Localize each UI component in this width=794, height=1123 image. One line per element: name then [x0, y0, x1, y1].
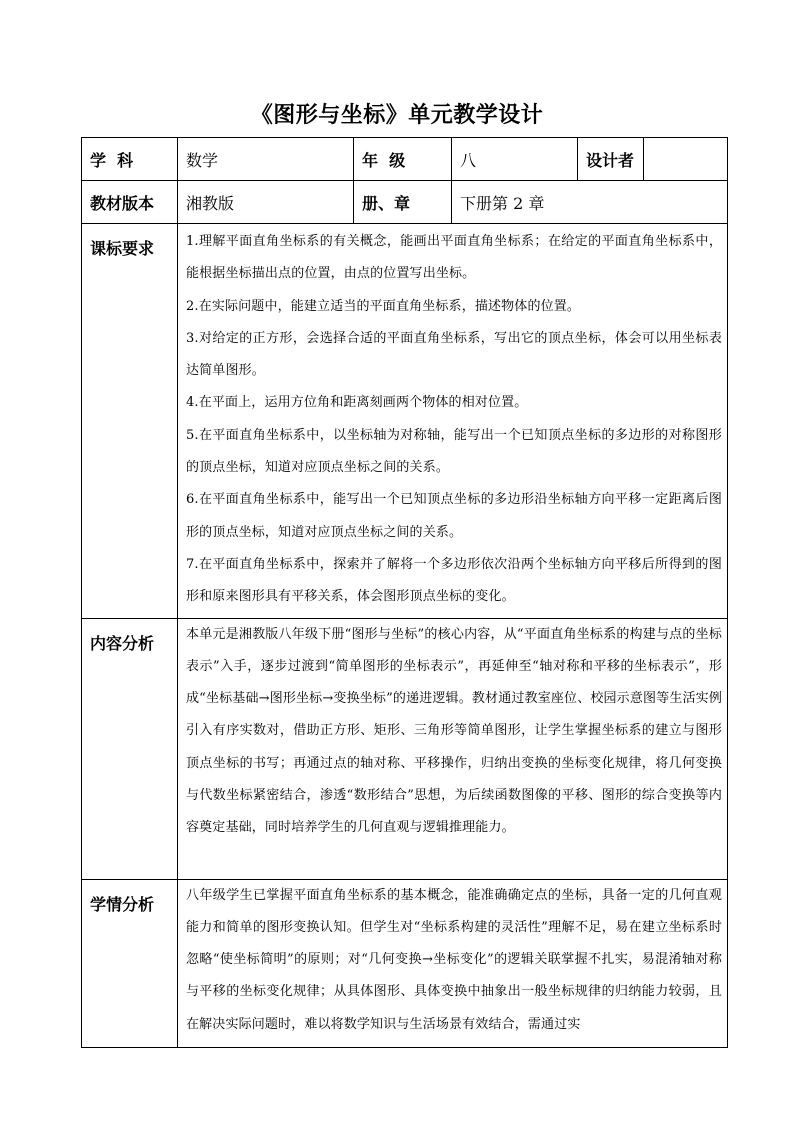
curriculum-requirements-row: [82, 224, 728, 619]
unit-design-table: [81, 137, 728, 1048]
curriculum-requirements-label: 课标要求: [82, 224, 178, 619]
designer-label: 设计者: [578, 138, 644, 181]
textbook-value: 湘教版: [178, 181, 354, 224]
grade-label: 年 级: [354, 138, 452, 181]
content-analysis-row: [82, 618, 728, 879]
grade-value: 八: [452, 138, 578, 181]
subject-label: 学 科: [82, 138, 178, 181]
requirement-item: 4.在平面上，运用方位角和距离刻画两个物体的相对位置。: [186, 395, 528, 411]
page-title: 《图形与坐标》单元教学设计: [250, 103, 544, 128]
learner-analysis-label: 学情分析: [82, 879, 178, 1047]
content-analysis-label: 内容分析: [82, 618, 178, 879]
learner-analysis-content: [178, 879, 728, 1047]
designer-value: [644, 138, 728, 181]
content-analysis-content: [178, 618, 728, 879]
curriculum-requirements-content: [178, 224, 728, 619]
requirement-item: 7.在平面直角坐标系中，探索并了解将一个多边形依次沿两个坐标轴方向平移后所得到的图形和原来图形具有平移关系，体会图形顶点坐标的变化。: [186, 556, 722, 605]
requirement-item: 2.在实际问题中，能建立适当的平面直角坐标系，描述物体的位置。: [186, 298, 581, 314]
learner-analysis-row: [82, 879, 728, 1047]
learner-analysis-text: 八年级学生已掌握平面直角坐标系的基本概念，能准确确定点的坐标，具备一定的几何直观能力和简单的图形变换认知。但学生对“坐标系构建的灵活性”理解不足，易在建立坐标系时忽略“使坐标简明”的原则；对“几何变换→坐标变化”的逻辑关联掌握不扎实，易混淆轴对称与平移的坐标变化规律；从具体图形、具体变换中抽象出一般坐标规律的归纳能力较弱，且在解决实际问题时，难以将数学知识与生活场景有效结合，需通过实: [186, 887, 722, 1032]
version-row: [82, 181, 728, 224]
textbook-label: 教材版本: [82, 181, 178, 224]
volume-chapter-label: 册、章: [354, 181, 452, 224]
content-analysis-text: 本单元是湘教版八年级下册“图形与坐标”的核心内容，从“平面直角坐标系的构建与点的坐标表示”入手，逐步过渡到“简单图形的坐标表示”，再延伸至“轴对称和平移的坐标表示”，形成“坐标基础→图形坐标→变换坐标”的递进逻辑。教材通过教室座位、校园示意图等生活实例引入有序实数对，借助正方形、矩形、三角形等简单图形，让学生掌握坐标系的建立与图形顶点坐标的书写；再通过点的轴对称、平移操作，归纳出变换的坐标变化规律，将几何变换与代数坐标紧密结合，渗透“数形结合”思想，为后续函数图像的平移、图形的综合变换等内容奠定基础，同时培养学生的几何直观与逻辑推理能力。: [186, 626, 722, 836]
requirement-item: 3.对给定的正方形，会选择合适的平面直角坐标系，写出它的顶点坐标，体会可以用坐标表达简单图形。: [186, 330, 722, 379]
requirement-item: 6.在平面直角坐标系中，能写出一个已知顶点坐标的多边形沿坐标轴方向平移一定距离后图形的顶点坐标，知道对应顶点坐标之间的关系。: [186, 492, 722, 540]
requirement-item: 5.在平面直角坐标系中，以坐标轴为对称轴，能写出一个已知顶点坐标的多边形的对称图形的顶点坐标，知道对应顶点坐标之间的关系。: [186, 427, 722, 476]
requirement-item: 1.理解平面直角坐标系的有关概念，能画出平面直角坐标系；在给定的平面直角坐标系中，能根据坐标描出点的位置，由点的位置写出坐标。: [186, 234, 722, 282]
volume-chapter-value: 下册第 2 章: [452, 181, 728, 224]
header-row: [82, 138, 728, 181]
subject-value: 数学: [178, 138, 354, 181]
